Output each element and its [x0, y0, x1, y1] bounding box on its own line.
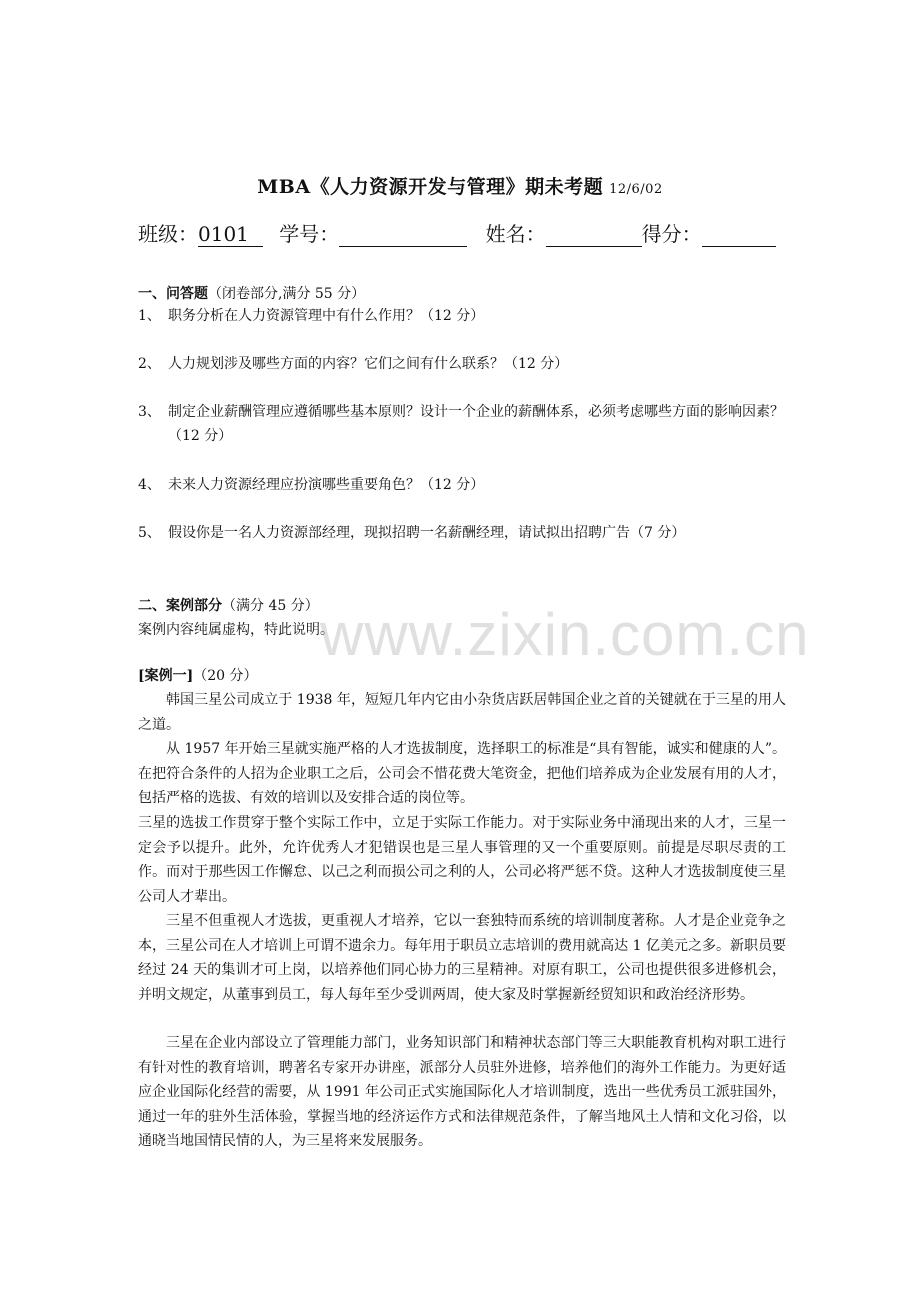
- question-number: 2、: [138, 356, 161, 372]
- question-number: 5、: [138, 525, 161, 541]
- case-disclaimer: 案例内容纯属虚构，特此说明。: [138, 622, 334, 638]
- case-paragraph: 韩国三星公司成立于 1938 年，短短几年内它由小杂货店跃居韩国企业之首的关键就在于三星的用人之道。: [138, 692, 786, 733]
- exam-title-text: MBA《人力资源开发与管理》期未考题: [257, 176, 604, 198]
- question-number: 1、: [138, 308, 161, 324]
- question-text: 制定企业薪酬管理应遵循哪些基本原则？设计一个企业的薪酬体系，必须考虑哪些方面的影响因素？（12 分）: [168, 404, 784, 444]
- exam-date: 12/6/02: [609, 182, 663, 197]
- case-one-label: [案例一]: [138, 668, 194, 684]
- section1-heading: [138, 282, 788, 306]
- question-number: 4、: [138, 477, 161, 493]
- score-label: 得分：: [641, 222, 702, 246]
- question-text: 假设你是一名人力资源部经理，现拟招聘一名薪酬经理，请试拟出招聘广告（7 分）: [168, 525, 686, 541]
- section1-note: （闭卷部分,满分 55 分）: [208, 286, 366, 302]
- question-text: 职务分析在人力资源管理中有什么作用？（12 分）: [168, 308, 485, 324]
- case-paragraph: 三星不但重视人才选拔，更重视人才培养，它以一套独特而系统的培训制度著称。人才是企业竞争之本，三星公司在人才培训上可谓不遗余力。每年用于职员立志培训的费用就高达 1 亿美元之多。新职员要经过 24 天的集训才可上岗，以培养他们同心协力的三星精神。对原有职工，公司也提供很多进修机会，并明文规定，从董事到员工，每人每年至少受训两周，使大家及时掌握新经贸知识和政治经济形势。: [138, 913, 786, 1003]
- case-paragraph: 三星的选拔工作贯穿于整个实际工作中，立足于实际工作能力。对于实际业务中涌现出来的人才，三星一定会予以提升。此外，允许优秀人才犯错误也是三星人事管理的又一个重要原则。前提是尽职尽责的工作。而对于那些因工作懈怠、以己之利而损公司之利的人，公司必将严惩不贷。这种人才选拔制度使三星公司人才辈出。: [138, 815, 786, 905]
- case-one-points: （20 分）: [193, 668, 258, 684]
- class-value: 0101: [198, 222, 263, 247]
- class-label: 班级：: [138, 222, 198, 246]
- section2-title: 二、案例部分: [138, 598, 222, 614]
- question-4: [138, 473, 788, 497]
- question-number: 3、: [138, 404, 161, 420]
- case-one-heading: [138, 664, 788, 688]
- case-paragraph: 从 1957 年开始三星就实施严格的人才选拔制度，选择职工的标准是“具有智能，诚实和健康的人”。在把符合条件的人招为企业职工之后，公司会不惜花费大笔资金，把他们培养成为企业发展有用的人才，包括严格的选拔、有效的培训以及安排合适的岗位等。: [138, 741, 786, 806]
- name-blank[interactable]: [546, 222, 642, 247]
- question-5: [138, 521, 788, 545]
- question-text: 人力规划涉及哪些方面的内容？它们之间有什么联系？（12 分）: [168, 356, 569, 372]
- case-paragraph: 三星在企业内部设立了管理能力部门，业务知识部门和精神状态部门等三大职能教育机构对职工进行有针对性的教育培训，聘著名专家开办讲座，派部分人员驻外进修，培养他们的海外工作能力。为更好适应企业国际化经营的需要，从 1991 年公司正式实施国际化人才培训制度，选出一些优秀员工派驻国外，通过一年的驻外生活体验，掌握当地的经济运作方式和法律规范条件，了解当地风土人情和文化习俗，以通晓当地国情民情的人，为三星将来发展服务。: [138, 1035, 786, 1149]
- student-info-line: [138, 218, 798, 247]
- question-2: [138, 352, 788, 376]
- student-id-label: 学号：: [279, 222, 340, 246]
- section1-title: 一、问答题: [138, 286, 208, 302]
- student-id-blank[interactable]: [339, 222, 467, 247]
- exam-title: [0, 172, 920, 199]
- watermark: www.zixin.com.cn: [320, 601, 810, 668]
- name-label: 姓名：: [485, 222, 546, 246]
- question-1: [138, 304, 788, 328]
- section2-heading: [138, 594, 788, 618]
- section2-note: （满分 45 分）: [222, 598, 319, 614]
- question-3: [138, 400, 788, 448]
- score-blank[interactable]: [702, 222, 776, 247]
- question-text: 未来人力资源经理应扮演哪些重要角色？（12 分）: [168, 477, 485, 493]
